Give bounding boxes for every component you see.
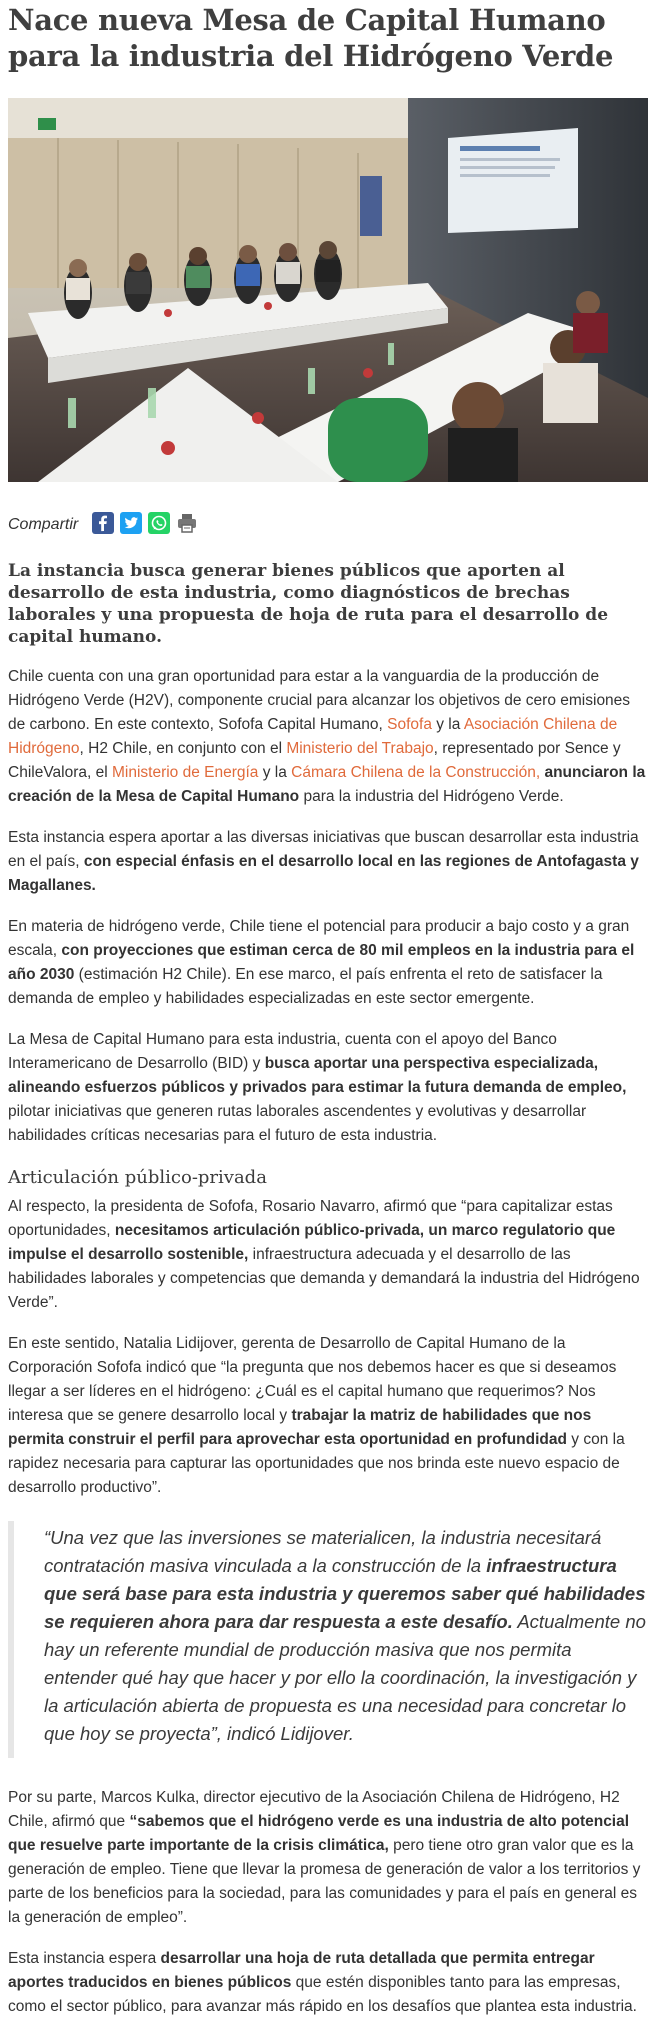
text: Chile cuenta con una gran oportunidad para estar a la vanguardia de la producción de Hidrógeno Verde (H2V), componente crucial para alcanzar los objetivos de cero emisiones de carbono. En este contexto, Sofofa Capital Humano, [8, 668, 631, 733]
paragraph-6 [8, 1332, 648, 1500]
whatsapp-icon[interactable] [148, 512, 170, 534]
bold-text: con proyecciones que estiman cerca de 80 mil empleos en la industria para el año 2030 [8, 942, 635, 983]
print-icon[interactable] [176, 512, 198, 534]
text: Esta instancia espera [8, 1950, 161, 1967]
facebook-icon[interactable] [92, 512, 114, 534]
twitter-icon[interactable] [120, 512, 142, 534]
text: pero tiene otro gran valor que es la generación de empleo. Tiene que llevar la promesa de generación de valor a los territorios y parte de los beneficios para la sociedad, para las comunidades y para el país en general es la generación de empleo”. [8, 1837, 641, 1926]
text: Al respecto, la presidenta de Sofofa, Rosario Navarro, afirmó que “para capitalizar estas oportunidades, [8, 1198, 613, 1239]
link-asociacion-chilena-hidrogeno[interactable]: Asociación Chilena de Hidrógeno [8, 716, 618, 757]
paragraph-3 [8, 915, 648, 1011]
text: Esta instancia espera aportar a las diversas iniciativas que buscan desarrollar esta industria en el país, [8, 829, 639, 870]
bold-text: desarrollar una hoja de ruta detallada que permita entregar aportes traducidos en bienes públicos [8, 1950, 595, 1991]
text: En materia de hidrógeno verde, Chile tiene el potencial para producir a bajo costo y a gran escala, [8, 918, 630, 959]
paragraph-5 [8, 1195, 648, 1315]
paragraph-8 [8, 1947, 648, 2019]
text: (estimación H2 Chile). En ese marco, el país enfrenta el reto de satisfacer la demanda de empleo y habilidades especializadas en este sector emergente. [8, 966, 603, 1007]
link-sofofa[interactable]: Sofofa [387, 716, 432, 733]
pull-quote [8, 1521, 648, 1758]
text: y la [258, 764, 292, 781]
bold-text: trabajar la matriz de habilidades que nos permita construir el perfil para aprovechar esta oportunidad en profundidad [8, 1407, 592, 1448]
text: Actualmente no hay un referente mundial de producción masiva que nos permita entender qué hay que hacer y por ello la coordinación, la investigación y la articulación abierta de propuesta es una necesidad para concretar lo que hoy se proyecta”, indicó Lidijover. [44, 1611, 646, 1744]
text: que estén disponibles tanto para las empresas, como el sector público, para avanzar más rápido en los desafíos que plantea esta industria. [8, 1974, 637, 2015]
text: “Una vez que las inversiones se materialicen, la industria necesitará contratación masiva vinculada a la construcción de la [44, 1527, 602, 1576]
article-photo [8, 98, 648, 482]
bold-text: necesitamos articulación público-privada, un marco regulatorio que impulse el desarrollo sostenible, [8, 1222, 616, 1263]
bold-text: busca aportar una perspectiva especializada, alineando esfuerzos públicos y privados para estimar la futura demanda de empleo, [8, 1055, 627, 1096]
text: , representado por Sence y ChileValora, el [8, 740, 621, 781]
bold-text: “sabemos que el hidrógeno verde es una industria de alto potencial que resuelve parte importante de la crisis climática, [8, 1813, 630, 1854]
paragraph-7 [8, 1786, 648, 1930]
link-ministerio-trabajo[interactable]: Ministerio del Trabajo [286, 740, 434, 757]
article-lead: La instancia busca generar bienes públicos que aporten al desarrollo de esta industria, como diagnósticos de brechas laborales y una propuesta de hoja de ruta para el desarrollo de capital humano. [8, 561, 609, 647]
bold-text: infraestructura que será base para esta industria y queremos saber qué habilidades se requieren ahora para dar respuesta a este desafío. [44, 1555, 646, 1632]
article [8, 0, 648, 2019]
text: Por su parte, Marcos Kulka, director ejecutivo de la Asociación Chilena de Hidrógeno, H2 Chile, afirmó que [8, 1789, 620, 1830]
text: La Mesa de Capital Humano para esta industria, cuenta con el apoyo del Banco Interamericano de Desarrollo (BID) y [8, 1031, 557, 1072]
bold-text: anunciaron la creación de la Mesa de Capital Humano [8, 764, 646, 805]
text: para la industria del Hidrógeno Verde. [299, 788, 564, 805]
text: y con la rapidez necesaria para capturar las oportunidades que nos brinda este nuevo espacio de desarrollo productivo”. [8, 1431, 625, 1496]
link-camara-construccion[interactable]: Cámara Chilena de la Construcción, [291, 764, 541, 781]
paragraph-1 [8, 665, 648, 809]
share-label: Compartir [8, 516, 79, 533]
paragraph-4 [8, 1028, 648, 1148]
meeting-photo-illustration [8, 98, 648, 482]
share-bar [8, 510, 648, 536]
link-ministerio-energia[interactable]: Ministerio de Energía [111, 764, 259, 781]
text: infraestructura adecuada y el desarrollo de las habilidades laborales y competencias que demanda y demandará la industria del Hidrógeno Verde”. [8, 1246, 640, 1311]
bold-text: con especial énfasis en el desarrollo local en las regiones de Antofagasta y Magallanes. [8, 853, 639, 894]
text: pilotar iniciativas que generen rutas laborales ascendentes y evolutivas y desarrollar habilidades críticas necesarias para el futuro de esta industria. [8, 1103, 587, 1144]
text: En este sentido, Natalia Lidijover, gerenta de Desarrollo de Capital Humano de la Corporación Sofofa indicó que “la pregunta que nos debemos hacer es que si deseamos llegar a ser líderes en el hidrógeno: ¿Cuál es el capital humano que requerimos? Nos interesa que se genere desarrollo local y [8, 1335, 617, 1424]
text: y la [431, 716, 464, 733]
paragraph-2 [8, 826, 648, 898]
article-title: Nace nueva Mesa de Capital Humano para la industria del Hidrógeno Verde [8, 3, 614, 73]
section-heading: Articulación público-privada [8, 1167, 267, 1188]
text: , H2 Chile, en conjunto con el [79, 740, 287, 757]
